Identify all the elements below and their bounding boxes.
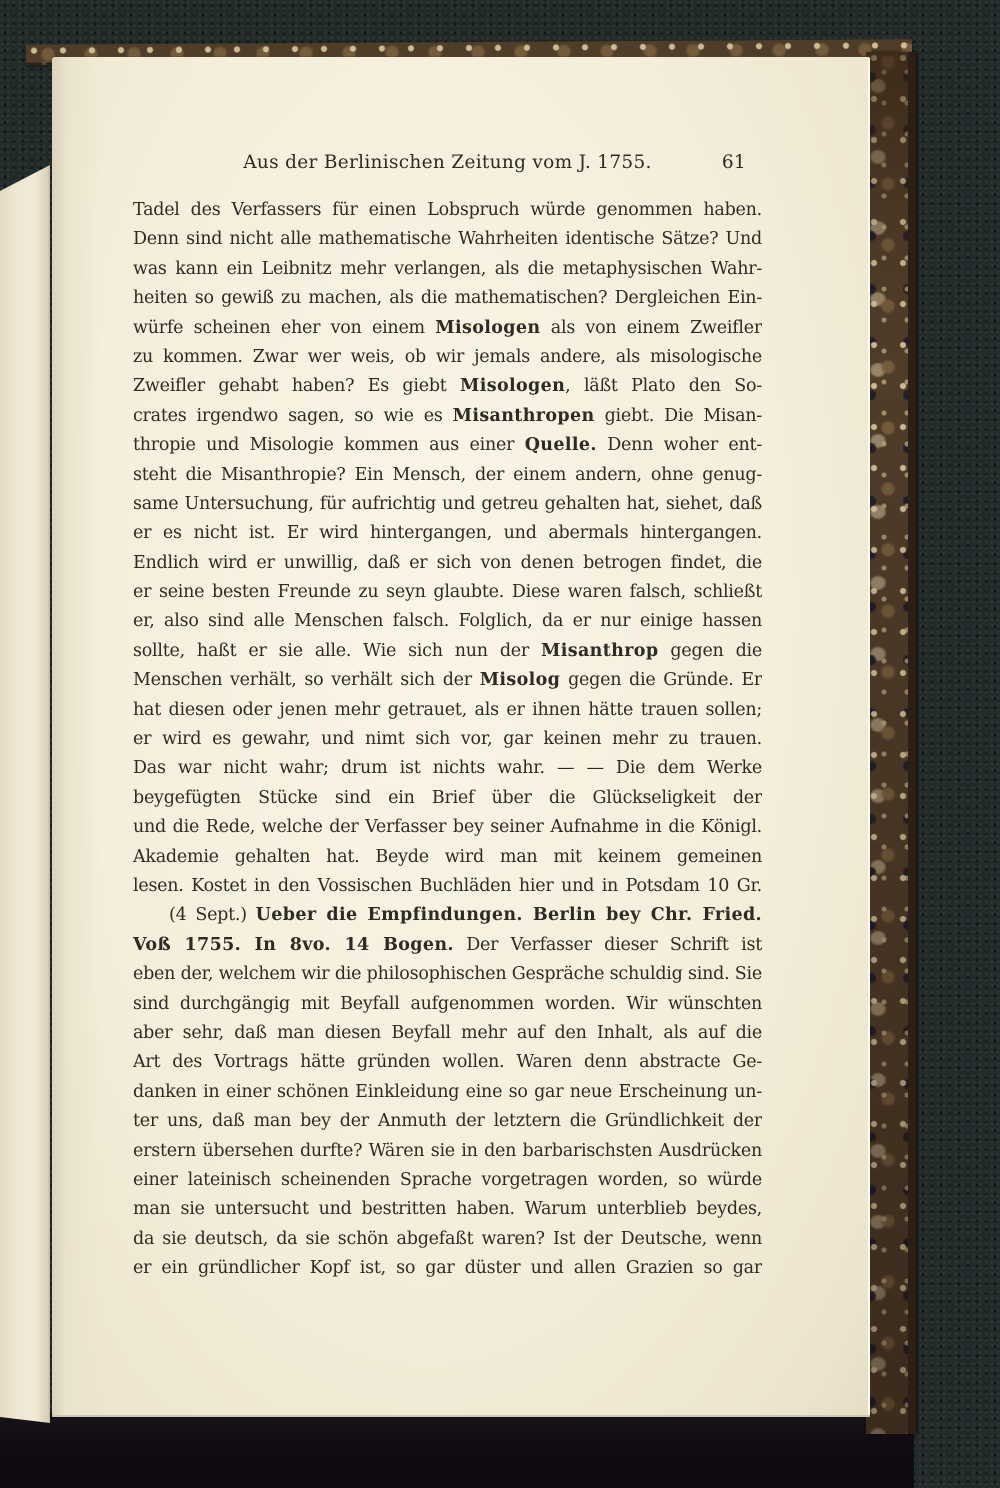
text-line-30: Art des Vortrags hätte gründen wollen. Waren denn abstracte Ge-: [133, 1052, 762, 1073]
text-line-16: sollte, haßt er sie alle. Wie sich nun der Misanthrop gegen die: [133, 640, 762, 661]
text-line-20: Das war nicht wahr; drum ist nichts wahr. — — Die dem Werke: [133, 758, 762, 779]
text-line-33: erstern übersehen durfte? Wären sie in den barbarischsten Ausdrücken: [133, 1140, 762, 1161]
text-line-36: da sie deutsch, da sie schön abgefaßt waren? Ist der Deutsche, wenn: [133, 1228, 762, 1249]
text-line-27: eben der, welchem wir die philosophischen Gespräche schuldig sind. Sie: [133, 964, 762, 985]
text-line-35: man sie untersucht und bestritten haben. Warum unterblieb beydes,: [133, 1199, 762, 1220]
text-line-37: er ein gründlicher Kopf ist, so gar düster und allen Grazien so gar: [133, 1258, 762, 1279]
text-line-26: Voß 1755. In 8vo. 14 Bogen. Der Verfasser dieser Schrift ist: [133, 934, 762, 955]
text-line-21: beygefügten Stücke sind ein Brief über die Glückseligkeit der: [133, 787, 762, 808]
text-line-25: (4 Sept.) Ueber die Empfindungen. Berlin bey Chr. Fried.: [169, 905, 762, 926]
text-line-2: Denn sind nicht alle mathematische Wahrheiten identische Sätze? Und: [133, 229, 762, 250]
text-line-9: thropie und Misologie kommen aus einer Quelle. Denn woher ent-: [133, 435, 762, 456]
text-line-3: was kann ein Leibnitz mehr verlangen, als die metaphysischen Wahr-: [133, 258, 762, 279]
text-line-4: heiten so gewiß zu machen, als die mathematischen? Dergleichen Ein-: [133, 288, 762, 309]
text-line-18: hat diesen oder jenen mehr getrauet, als er ihnen hätte trauen sollen;: [133, 699, 762, 720]
facing-page-edge: [0, 165, 50, 1423]
text-line-15: er, also sind alle Menschen falsch. Folglich, da er nur einige hassen: [133, 611, 762, 632]
text-line-34: einer lateinisch scheinenden Sprache vorgetragen worden, so würde: [133, 1169, 762, 1190]
text-line-10: steht die Misanthropie? Ein Mensch, der einem andern, ohne genug-: [133, 464, 762, 485]
text-line-1: Tadel des Verfassers für einen Lobspruch würde genommen haben.: [133, 200, 762, 220]
text-line-22: und die Rede, welche der Verfasser bey seiner Aufnahme in die Königl.: [133, 817, 762, 838]
text-line-31: danken in einer schönen Einkleidung eine so gar neue Erscheinung un-: [133, 1081, 762, 1102]
text-block: [133, 196, 762, 1283]
text-line-12: er es nicht ist. Er wird hintergangen, und abermals hintergangen.: [133, 523, 762, 544]
text-line-32: ter uns, daß man bey der Anmuth der letztern die Gründlichkeit der: [133, 1111, 762, 1132]
text-line-14: er seine besten Freunde zu seyn glaubte. Diese waren falsch, schließt: [133, 582, 762, 603]
text-line-28: sind durchgängig mit Beyfall aufgenommen worden. Wir wünschten: [133, 993, 762, 1014]
book-bottom-shadow: [0, 1412, 914, 1488]
text-line-11: same Untersuchung, für aufrichtig und getreu gehalten hat, siehet, daß: [133, 493, 762, 514]
text-line-17: Menschen verhält, so verhält sich der Misolog gegen die Gründe. Er: [133, 670, 762, 691]
page-header: [133, 152, 762, 180]
text-line-24: lesen. Kostet in den Vossischen Buchläden hier und in Potsdam 10 Gr.: [133, 875, 762, 896]
text-line-5: würfe scheinen eher von einem Misologen als von einem Zweifler: [133, 317, 762, 338]
text-line-8: crates irgendwo sagen, so wie es Misanthropen giebt. Die Misan-: [133, 405, 762, 426]
book-fore-edge-marble: [866, 52, 916, 1434]
text-line-7: Zweifler gehabt haben? Es giebt Misologen, läßt Plato den So-: [133, 376, 762, 397]
text-line-29: aber sehr, daß man diesen Beyfall mehr auf den Inhalt, als auf die: [133, 1022, 762, 1043]
text-line-19: er wird es gewahr, und nimt sich vor, gar keinen mehr zu trauen.: [133, 729, 762, 750]
text-line-23: Akademie gehalten hat. Beyde wird man mit keinem gemeinen: [133, 846, 762, 867]
text-line-6: zu kommen. Zwar wer weis, ob wir jemals andere, als misologische: [133, 346, 762, 367]
running-title: Aus der Berlinischen Zeitung vom J. 1755.: [243, 152, 652, 173]
text-line-13: Endlich wird er unwillig, daß er sich von denen betrogen findet, die: [133, 552, 762, 573]
page-number: 61: [721, 152, 746, 173]
